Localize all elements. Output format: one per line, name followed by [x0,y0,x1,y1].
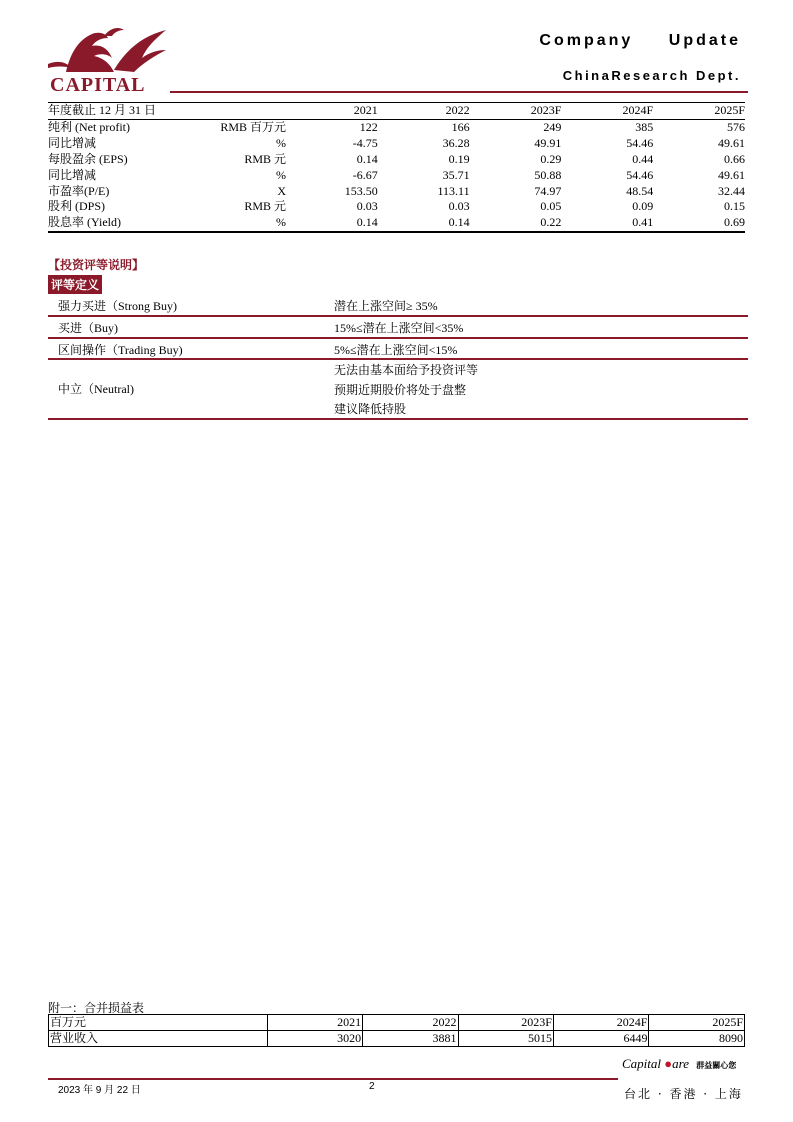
cell-value: 0.14 [356,151,378,166]
table-row [49,1031,745,1047]
rating-desc-line: 建议降低持股 [334,402,407,416]
cell-value: 0.03 [448,199,470,214]
year-header: 2021 [267,1015,362,1031]
row-unit: RMB 元 [244,151,286,166]
row-unit: RMB 元 [244,199,286,214]
row-unit: % [218,215,286,232]
cell-value: 49.61 [718,135,745,150]
cell-value: 49.61 [718,167,745,182]
department: ChinaResearch Dept. [562,68,741,83]
heart-icon: ● [664,1056,673,1071]
cell-value: 113.11 [437,183,470,198]
row-label: 同比增减 [48,167,97,182]
cell-value: 166 [451,119,470,134]
income-statement-table [48,1014,745,1047]
appendix-title: 附一：合并损益表 [48,1001,145,1015]
row-label: 纯利 (Net profit) [48,119,130,134]
rating-desc-line: 无法由基本面给予投资评等 [334,363,479,377]
rating-row [48,360,748,420]
cell-value: -4.75 [352,135,378,150]
cell-value: 0.22 [470,215,562,232]
year-header: 2025F [653,103,745,119]
rating-name: 买进（Buy) [58,321,119,335]
cell-value: 50.88 [534,167,562,182]
row-label: 营业收入 [49,1031,268,1047]
rating-row [48,317,748,339]
cell-value: 249 [543,119,562,134]
row-label: 市盈率(P/E) [48,183,110,198]
cell-value: 0.14 [378,215,470,232]
cell-value: 576 [727,119,745,134]
document-type: Company Update [539,32,741,49]
rating-name: 中立（Neutral) [58,382,134,396]
cell-value: 48.54 [626,183,654,198]
rating-desc: 5%≤潜在上涨空间<15% [334,343,458,357]
cell-value: 3881 [363,1031,458,1047]
cell-value: -6.67 [352,167,378,182]
year-header: 2022 [378,103,470,119]
rating-desc: 潜在上涨空间≥ 35% [334,299,438,313]
cell-value: 54.46 [626,135,654,150]
logo-text: CAPITAL [50,74,146,96]
page-number: 2 [369,1081,375,1092]
table-row [48,215,745,232]
table-row [48,184,745,200]
cell-value: 3020 [267,1031,362,1047]
table-row [48,119,745,135]
cell-value: 0.66 [724,151,745,166]
footer-divider [48,1078,618,1080]
row-unit: % [276,135,286,150]
cell-value: 385 [635,119,654,134]
table-header-row [49,1015,745,1031]
table-row [48,168,745,184]
row-unit: X [277,183,286,198]
cell-value: 153.50 [344,183,378,198]
rating-definition-table [48,295,748,420]
row-label: 每股盈余 (EPS) [48,151,128,166]
cell-value: 0.14 [286,215,378,232]
cell-value: 0.29 [540,151,562,166]
eagle-icon [48,24,173,76]
table-row [48,152,745,168]
cell-value: 5015 [458,1031,553,1047]
row-unit: RMB 百万元 [220,119,286,134]
header-label: 年度截止 12 月 31 日 [48,103,218,119]
year-header: 2025F [649,1015,745,1031]
cell-value: 36.28 [442,135,470,150]
cell-value: 0.09 [632,199,654,214]
table-header-row [48,103,745,119]
row-label: 股息率 (Yield) [48,215,218,232]
brand-text-2: are [672,1056,689,1071]
rating-name: 区间操作（Trading Buy) [58,343,183,357]
cell-value: 0.44 [632,151,654,166]
rating-name: 强力买进（Strong Buy) [58,299,178,313]
office-cities: 台北 · 香港 · 上海 [624,1087,743,1101]
year-header: 2023F [470,103,562,119]
rating-desc: 15%≤潜在上涨空间<35% [334,321,464,335]
year-header: 2024F [553,1015,648,1031]
cell-value: 74.97 [534,183,562,198]
cell-value: 122 [359,119,378,134]
year-header: 2024F [561,103,653,119]
cell-value: 49.91 [534,135,562,150]
cell-value: 6449 [553,1031,648,1047]
cell-value: 54.46 [626,167,654,182]
cell-value: 0.19 [448,151,470,166]
cell-value: 0.05 [540,199,562,214]
row-unit: % [276,167,286,182]
cell-value: 0.41 [561,215,653,232]
financial-summary-table [48,103,745,233]
rating-definition-label: 评等定义 [48,275,102,294]
table-row [48,199,745,215]
cell-value: 0.69 [653,215,745,232]
row-label: 同比增减 [48,135,97,150]
header-label: 百万元 [49,1015,268,1031]
rating-desc [334,361,478,420]
rating-row [48,339,748,360]
brand-text-1: Capital [622,1056,662,1071]
company-logo [48,24,173,96]
cell-value: 0.03 [356,199,378,214]
rating-row [48,295,748,317]
cell-value: 35.71 [442,167,470,182]
brand-cn: 群益關心您 [696,1061,737,1070]
cell-value: 8090 [649,1031,745,1047]
cell-value: 0.15 [724,199,745,214]
table-row [48,136,745,152]
rating-section-title: 【投资评等说明】 [48,258,145,272]
rating-desc-line: 预期近期股价将处于盘整 [334,382,467,397]
footer-date: 2023 年 9 月 22 日 [58,1085,141,1096]
brand-slogan [622,1056,736,1072]
header-divider [170,91,748,93]
row-label: 股利 (DPS) [48,199,106,214]
year-header: 2022 [363,1015,458,1031]
year-header: 2023F [458,1015,553,1031]
cell-value: 32.44 [718,183,745,198]
year-header: 2021 [286,103,378,119]
